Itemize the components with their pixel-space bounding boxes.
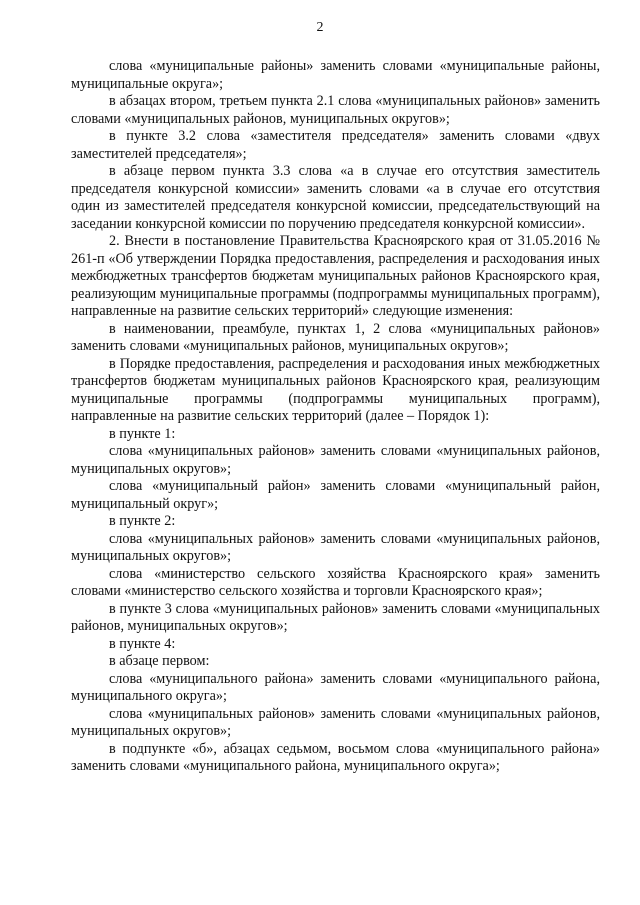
paragraph: слова «муниципальные районы» заменить словами «муниципальные районы, муниципальные округа»; [71,58,600,92]
document-body [71,58,600,776]
paragraph: в пункте 3.2 слова «заместителя председателя» заменить словами «двух заместителей председателя»; [71,128,600,162]
paragraph: в абзаце первом: [109,653,210,669]
paragraph: в абзаце первом пункта 3.3 слова «а в случае его отсутствия заместитель председателя конкурсной комиссии» заменить словами «а в случае его отсутствия один из заместителей председателя конкурсной комиссии, председательствующий на заседании конкурсной комиссии по поручению председателя конкурсной комиссии». [71,163,600,232]
paragraph: слова «муниципальных районов» заменить словами «муниципальных районов, муниципальных округов»; [71,705,600,739]
page-number: 2 [316,20,324,35]
paragraph: слова «муниципальных районов» заменить словами «муниципальных районов, муниципальных округов»; [71,443,600,477]
paragraph: слова «министерство сельского хозяйства Красноярского края» заменить словами «министерство сельского хозяйства и торговли Красноярского края»; [71,565,600,599]
paragraph: в абзацах втором, третьем пункта 2.1 слова «муниципальных районов» заменить словами «муниципальных районов, муниципальных округов»; [71,93,600,127]
paragraph: слова «муниципального района» заменить словами «муниципального района, муниципального округа»; [71,670,600,704]
paragraph: в наименовании, преамбуле, пунктах 1, 2 слова «муниципальных районов» заменить словами «муниципальных районов, муниципальных округов»; [71,320,600,354]
paragraph: в пункте 1: [109,425,176,442]
paragraph: 2. Внести в постановление Правительства Красноярского края от 31.05.2016 № 261-п «Об утверждении Порядка предоставления, распределения и расходования иных межбюджетных трансфертов бюджетам муниципальных районов Красноярского края, реализующим муниципальные программы (подпрограммы муниципальных программ), направленные на развитие сельских территорий» следующие изменения: [71,233,600,319]
paragraph: слова «муниципальный район» заменить словами «муниципальный район, муниципальный округ»; [71,478,600,512]
paragraph: слова «муниципальных районов» заменить словами «муниципальных районов, муниципальных округов»; [71,530,600,564]
paragraph: в пункте 4: [109,635,176,652]
paragraph: в Порядке предоставления, распределения и расходования иных межбюджетных трансфертов бюджетам муниципальных районов Красноярского края, реализующим муниципальные программы (подпрограммы муниципальных программ), направленные на развитие сельских территорий (далее – Порядок 1): [71,355,600,424]
paragraph: в пункте 3 слова «муниципальных районов» заменить словами «муниципальных районов, муниципальных округов»; [71,600,600,634]
paragraph: в пункте 2: [109,513,176,529]
paragraph: в подпункте «б», абзацах седьмом, восьмом слова «муниципального района» заменить словами «муниципального района, муниципального округа»; [71,740,600,774]
